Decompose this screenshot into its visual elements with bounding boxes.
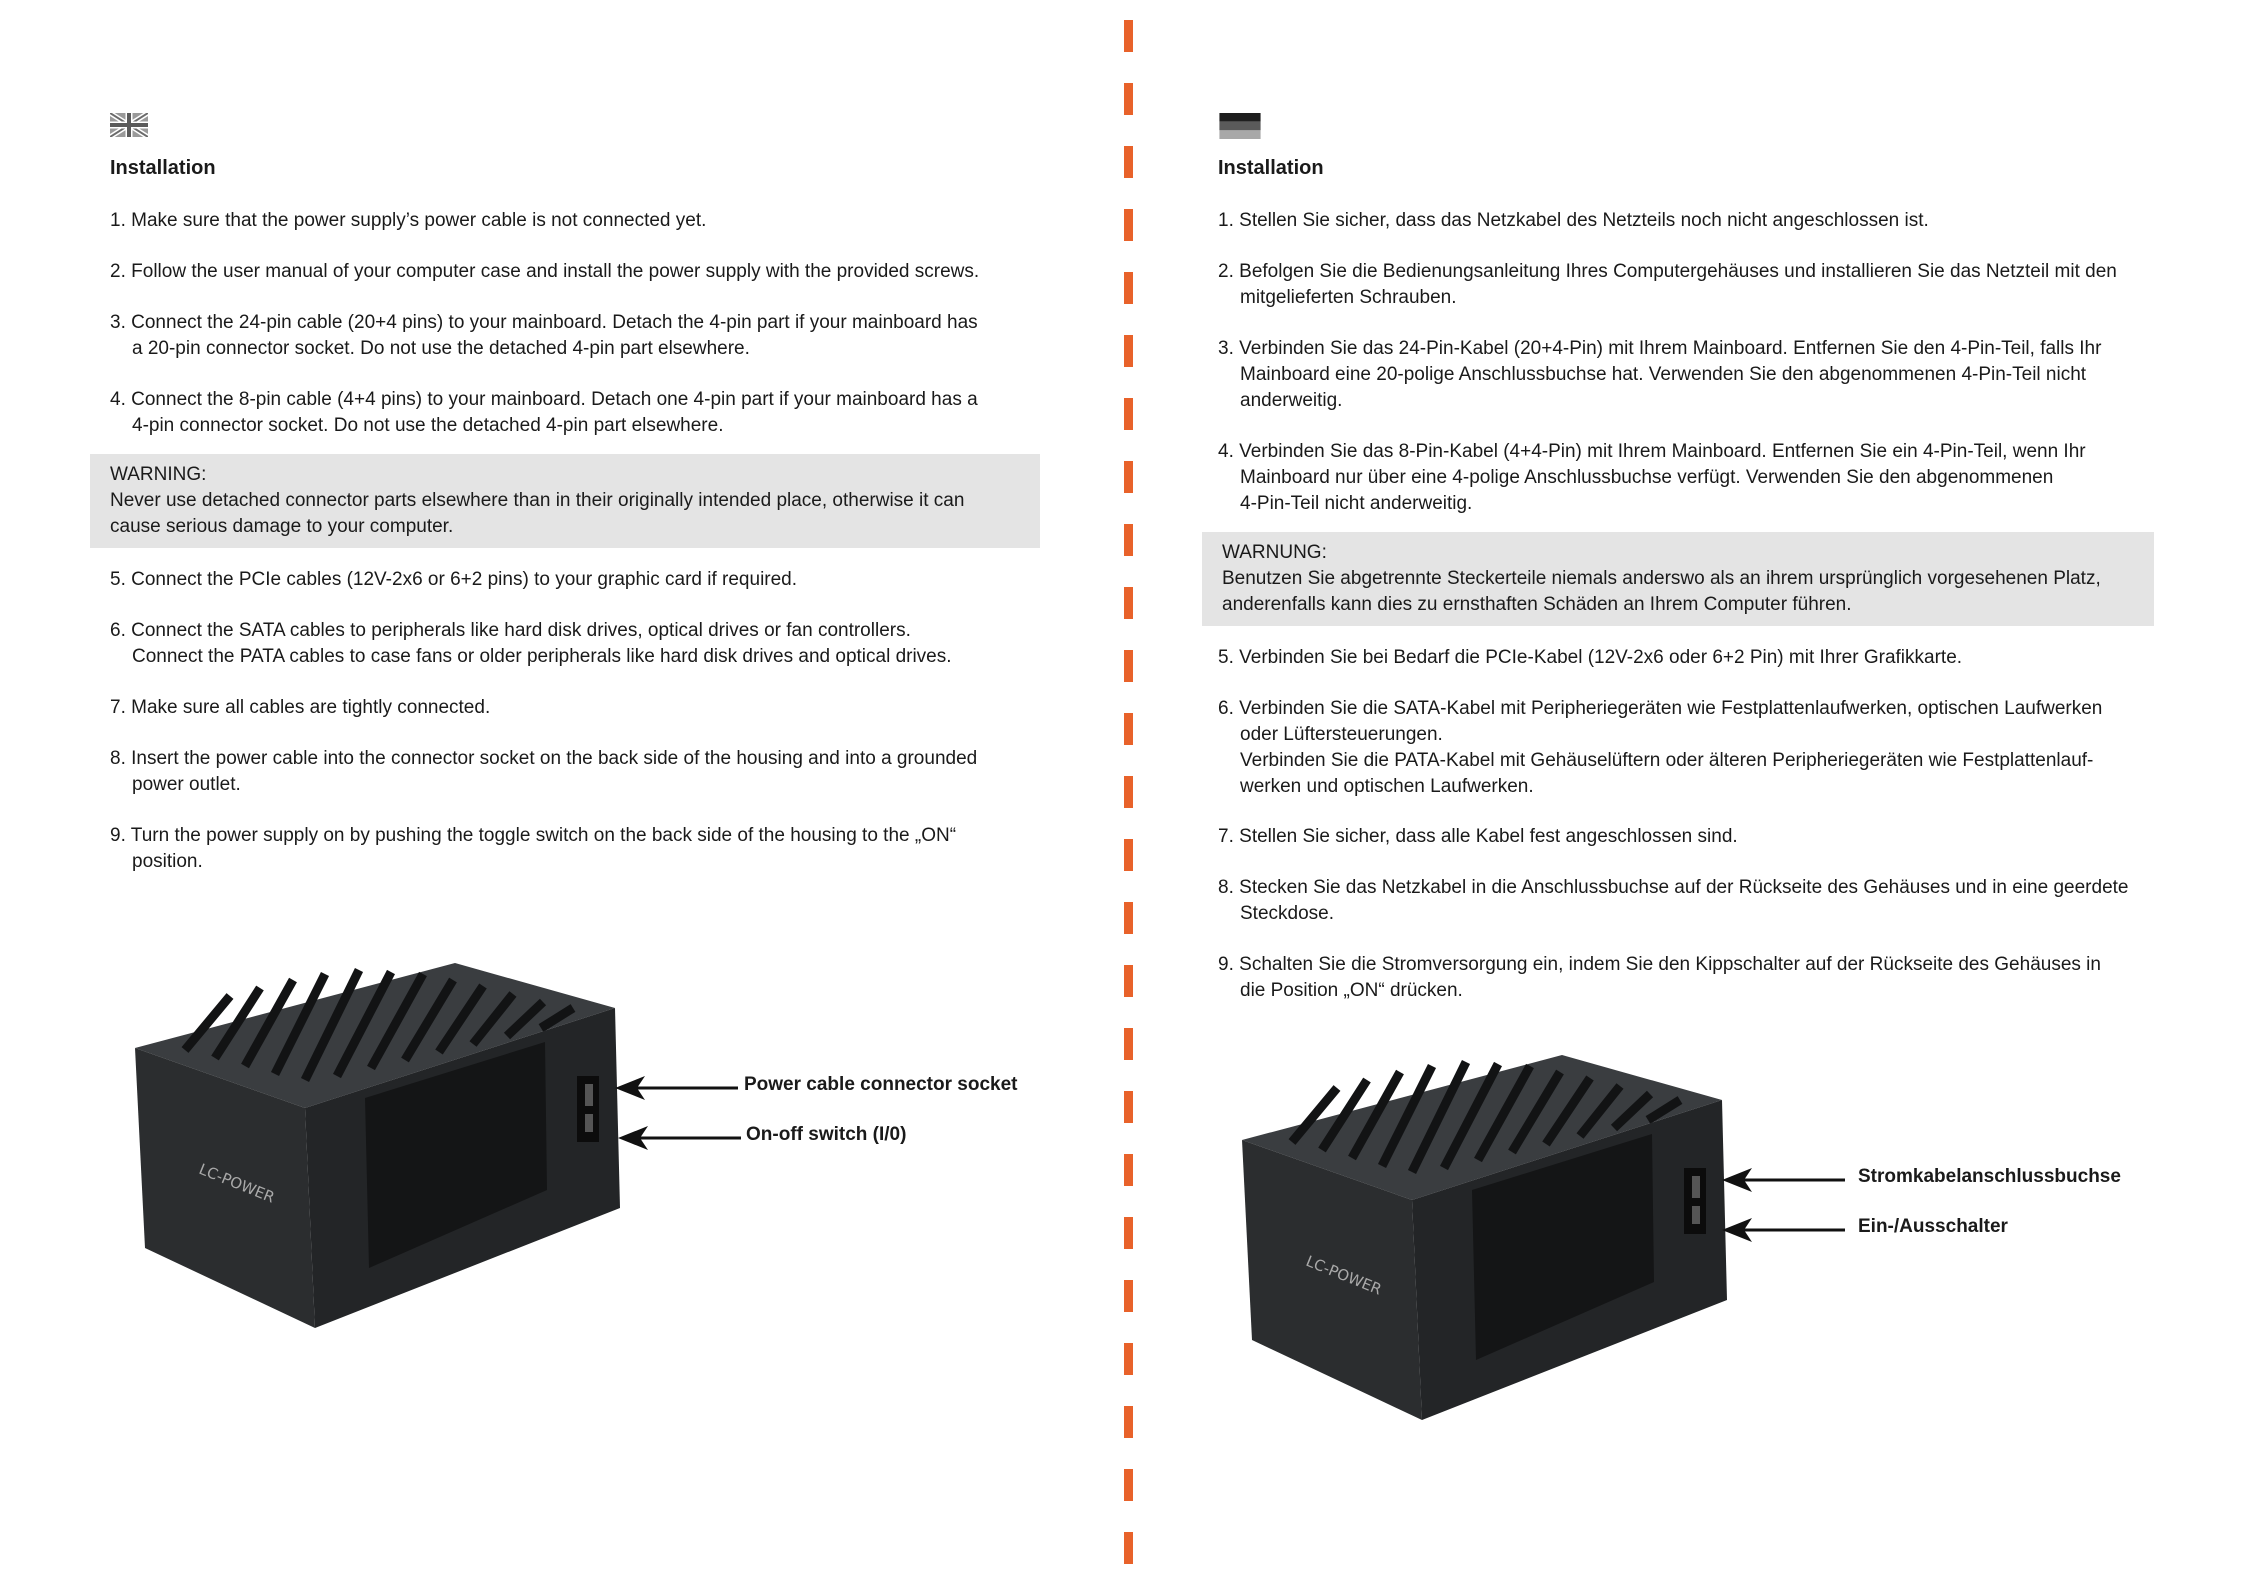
step-line: oder Lüftersteuerungen.	[1240, 724, 1443, 745]
step-line: mitgelieferten Schrauben.	[1240, 287, 1457, 308]
divider-dash	[1124, 1028, 1133, 1060]
step-text	[110, 208, 1070, 234]
step-number: 5.	[1218, 647, 1234, 668]
step-item	[110, 746, 1070, 798]
step-line: Schalten Sie die Stromversorgung ein, indem Sie den Kippschalter auf der Rückseite des Gehäuses in	[1239, 954, 2101, 975]
step-item	[1218, 824, 2178, 850]
step-number: 2.	[110, 261, 126, 282]
step-number: 6.	[1218, 698, 1234, 719]
step-text	[1218, 952, 2178, 978]
divider-dash	[1124, 461, 1133, 493]
step-text	[1218, 824, 2178, 850]
step-text	[110, 387, 1070, 413]
callout-power-socket: Stromkabelanschlussbuchse	[1858, 1166, 2121, 1187]
step-line: Follow the user manual of your computer case and install the power supply with the provided screws.	[131, 261, 980, 282]
step-line: Make sure that the power supply’s power cable is not connected yet.	[131, 210, 707, 231]
step-line: Verbinden Sie das 24-Pin-Kabel (20+4-Pin) mit Ihrem Mainboard. Entfernen Sie den 4-Pin-Teil, falls Ihr	[1239, 338, 2102, 359]
step-text	[1218, 285, 2178, 311]
warning-box	[90, 454, 1040, 548]
step-text	[110, 746, 1070, 772]
step-number: 4.	[110, 389, 126, 410]
step-line: Verbinden Sie die PATA-Kabel mit Gehäuselüftern oder älteren Peripheriegeräten wie Festplattenlauf-	[1240, 750, 2094, 771]
step-text	[110, 567, 1070, 593]
step-line: Connect the 8-pin cable (4+4 pins) to your mainboard. Detach one 4-pin part if your mainboard has a	[131, 389, 978, 410]
divider-dash	[1124, 713, 1133, 745]
step-item	[110, 259, 1070, 285]
divider-dash	[1124, 1343, 1133, 1375]
page-divider	[1124, 0, 1133, 1587]
step-line: Stellen Sie sicher, dass das Netzkabel des Netzteils noch nicht angeschlossen ist.	[1239, 210, 1929, 231]
step-text	[1218, 259, 2178, 285]
germany-flag-icon	[1218, 113, 1262, 139]
warning-box	[1202, 532, 2154, 626]
power-supply-image	[1222, 1050, 1732, 1430]
step-number: 1.	[1218, 210, 1234, 231]
step-text	[1218, 774, 2178, 800]
power-supply-image	[115, 958, 625, 1338]
step-line: Verbinden Sie bei Bedarf die PCIe-Kabel (12V-2x6 oder 6+2 Pin) mit Ihrer Grafikkarte.	[1239, 647, 1963, 668]
step-number: 5.	[110, 569, 126, 590]
step-text	[110, 413, 1070, 439]
warning-text: Never use detached connector parts elsewhere than in their originally intended place, otherwise it can cause serious damage to your computer.	[110, 490, 965, 537]
step-item	[1218, 875, 2178, 927]
step-line: Verbinden Sie die SATA-Kabel mit Peripheriegeräten wie Festplattenlaufwerken, optischen Laufwerken	[1239, 698, 2103, 719]
step-text	[1218, 491, 2178, 517]
step-item	[110, 387, 1070, 439]
step-number: 3.	[110, 312, 126, 333]
divider-dash	[1124, 839, 1133, 871]
step-line: Make sure all cables are tightly connected.	[131, 697, 491, 718]
step-item	[1218, 645, 2178, 671]
step-number: 2.	[1218, 261, 1234, 282]
section-title: Installation	[1218, 157, 1324, 179]
divider-dash	[1124, 1217, 1133, 1249]
step-item	[1218, 208, 2178, 234]
callout-on-off-switch: Ein-/Ausschalter	[1858, 1216, 2008, 1237]
divider-dash	[1124, 272, 1133, 304]
step-number: 9.	[1218, 954, 1234, 975]
step-text	[1218, 722, 2178, 748]
step-item	[110, 618, 1070, 670]
step-item	[1218, 952, 2178, 1004]
step-line: Mainboard nur über eine 4-polige Anschlussbuchse verfügt. Verwenden Sie den abgenommenen	[1240, 467, 2054, 488]
brand-text: LC-POWER	[196, 1160, 278, 1207]
divider-dash	[1124, 20, 1133, 52]
step-item	[1218, 696, 2178, 800]
step-text	[1218, 645, 2178, 671]
step-line: 4-Pin-Teil nicht anderweitig.	[1240, 493, 1473, 514]
step-text	[1218, 875, 2178, 901]
step-text	[1218, 388, 2178, 414]
divider-dash	[1124, 650, 1133, 682]
divider-dash	[1124, 587, 1133, 619]
divider-dash	[1124, 902, 1133, 934]
divider-dash	[1124, 1280, 1133, 1312]
on-off-switch	[585, 1114, 593, 1132]
section-title: Installation	[110, 157, 216, 179]
step-number: 8.	[110, 748, 126, 769]
step-line: a 20-pin connector socket. Do not use the detached 4-pin part elsewhere.	[132, 338, 750, 359]
step-line: Stecken Sie das Netzkabel in die Anschlussbuchse auf der Rückseite des Gehäuses und in eine geerdete	[1239, 877, 2129, 898]
step-line: position.	[132, 851, 203, 872]
divider-dash	[1124, 1091, 1133, 1123]
step-line: 4-pin connector socket. Do not use the detached 4-pin part elsewhere.	[132, 415, 724, 436]
step-item	[110, 823, 1070, 875]
step-line: Stellen Sie sicher, dass alle Kabel fest angeschlossen sind.	[1239, 826, 1738, 847]
step-line: die Position „ON“ drücken.	[1240, 980, 1463, 1001]
step-number: 4.	[1218, 441, 1234, 462]
step-text	[110, 336, 1070, 362]
on-off-switch	[1692, 1206, 1700, 1224]
divider-dash	[1124, 1154, 1133, 1186]
divider-dash	[1124, 209, 1133, 241]
step-number: 9.	[110, 825, 126, 846]
step-text	[1218, 901, 2178, 927]
step-text	[1218, 696, 2178, 722]
step-line: power outlet.	[132, 774, 241, 795]
step-line: Befolgen Sie die Bedienungsanleitung Ihres Computergehäuses und installieren Sie das Netzteil mit den	[1239, 261, 2117, 282]
step-number: 6.	[110, 620, 126, 641]
callout-power-socket: Power cable connector socket	[744, 1074, 1018, 1095]
step-item	[110, 310, 1070, 362]
step-text	[1218, 362, 2178, 388]
step-line: Steckdose.	[1240, 903, 1334, 924]
step-text	[110, 310, 1070, 336]
step-number: 7.	[110, 697, 126, 718]
step-text	[110, 259, 1070, 285]
step-item	[110, 695, 1070, 721]
step-line: Connect the 24-pin cable (20+4 pins) to your mainboard. Detach the 4-pin part if your mainboard has	[131, 312, 978, 333]
step-line: Mainboard eine 20-polige Anschlussbuchse hat. Verwenden Sie den abgenommenen 4-Pin-Teil nicht	[1240, 364, 2087, 385]
warning-heading: WARNUNG:	[1222, 542, 1327, 563]
step-line: Connect the PATA cables to case fans or older peripherals like hard disk drives and optical drives.	[132, 646, 952, 667]
step-line: Verbinden Sie das 8-Pin-Kabel (4+4-Pin) mit Ihrem Mainboard. Entfernen Sie ein 4-Pin-Teil, wenn Ihr	[1239, 441, 2086, 462]
callout-on-off-switch: On-off switch (I/0)	[746, 1124, 907, 1145]
step-text	[110, 644, 1070, 670]
step-line: Connect the SATA cables to peripherals like hard disk drives, optical drives or fan controllers.	[131, 620, 911, 641]
step-text	[110, 618, 1070, 644]
arrow-icon	[615, 1076, 740, 1100]
step-number: 1.	[110, 210, 126, 231]
step-line: Turn the power supply on by pushing the toggle switch on the back side of the housing to the „ON“	[130, 825, 957, 846]
step-text	[110, 695, 1070, 721]
divider-dash	[1124, 1406, 1133, 1438]
step-item	[1218, 259, 2178, 311]
step-text	[110, 823, 1070, 849]
step-number: 7.	[1218, 826, 1234, 847]
step-text	[110, 772, 1070, 798]
divider-dash	[1124, 146, 1133, 178]
divider-dash	[1124, 398, 1133, 430]
step-text	[1218, 465, 2178, 491]
step-number: 3.	[1218, 338, 1234, 359]
uk-flag-icon	[110, 113, 148, 137]
step-item	[1218, 439, 2178, 517]
warning-text: Benutzen Sie abgetrennte Steckerteile niemals anderswo als an ihrem ursprünglich vorgesehenen Platz, anderenfalls kann dies zu ernsthaften Schäden an Ihrem Computer führen.	[1222, 568, 2101, 615]
step-text	[110, 849, 1070, 875]
arrow-icon	[1722, 1218, 1847, 1242]
step-text	[1218, 439, 2178, 465]
divider-dash	[1124, 965, 1133, 997]
step-text	[1218, 336, 2178, 362]
divider-dash	[1124, 776, 1133, 808]
step-line: werken und optischen Laufwerken.	[1240, 776, 1534, 797]
step-line: Connect the PCIe cables (12V-2x6 or 6+2 pins) to your graphic card if required.	[131, 569, 798, 590]
step-item	[110, 567, 1070, 593]
arrow-icon	[1722, 1168, 1847, 1192]
step-line: anderweitig.	[1240, 390, 1343, 411]
step-text	[1218, 978, 2178, 1004]
step-text	[1218, 208, 2178, 234]
arrow-icon	[618, 1126, 743, 1150]
divider-dash	[1124, 1469, 1133, 1501]
step-item	[110, 208, 1070, 234]
step-item	[1218, 336, 2178, 414]
warning-heading: WARNING:	[110, 464, 207, 485]
brand-text: LC-POWER	[1303, 1252, 1385, 1299]
step-number: 8.	[1218, 877, 1234, 898]
step-text	[1218, 748, 2178, 774]
step-line: Insert the power cable into the connector socket on the back side of the housing and into a grounded	[131, 748, 978, 769]
divider-dash	[1124, 83, 1133, 115]
divider-dash	[1124, 1532, 1133, 1564]
divider-dash	[1124, 524, 1133, 556]
divider-dash	[1124, 335, 1133, 367]
